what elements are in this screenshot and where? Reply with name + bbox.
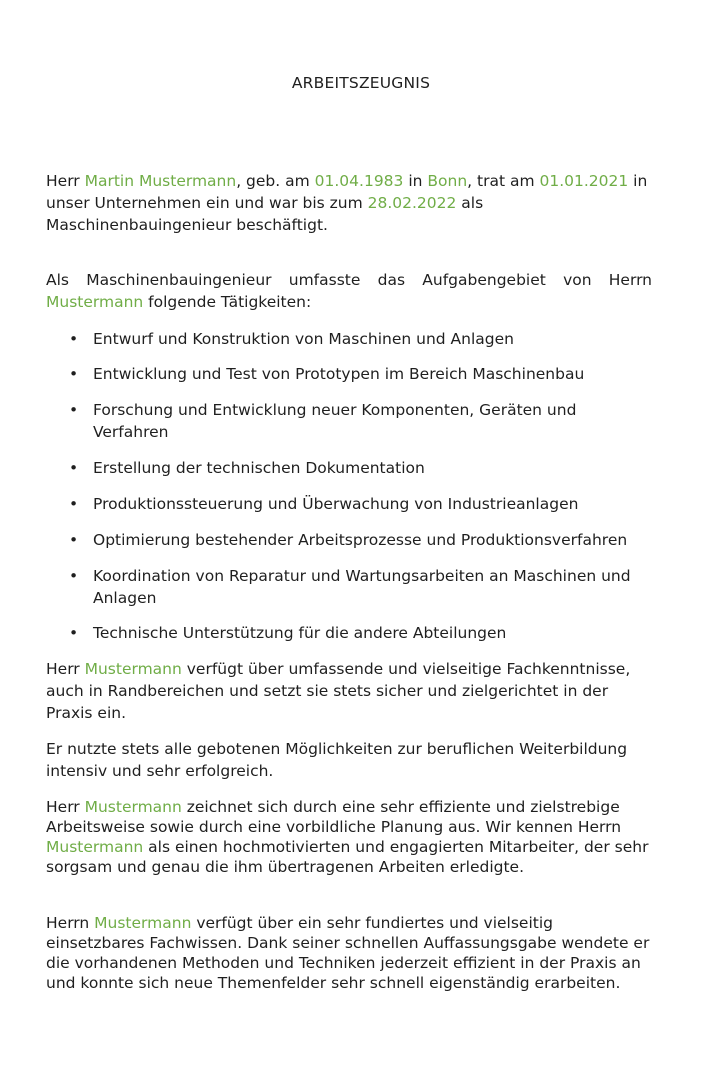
duty-text: Entwicklung und Test von Prototypen im Bereich Maschinenbau [93, 365, 585, 383]
end-date: 28.02.2022 [367, 194, 457, 212]
employee-surname: Mustermann [94, 914, 192, 932]
intro-text-1: Herr [46, 172, 85, 190]
duty-text: Forschung und Entwicklung neuer Komponenten, Geräten und Verfahren [93, 401, 577, 441]
employee-full-name: Martin Mustermann [84, 172, 237, 190]
training-paragraph: Er nutzte stets alle gebotenen Möglichkeiten zur beruflichen Weiterbildung intensiv und sehr erfolgreich. [46, 740, 628, 780]
bullet-icon: • [69, 624, 79, 642]
expertise-text-1: Herrn [46, 914, 95, 932]
start-date: 01.01.2021 [539, 172, 629, 190]
expertise-paragraph [46, 913, 652, 993]
knowledge-text-1: Herr [46, 660, 85, 678]
intro-text-4: , trat am [467, 172, 540, 190]
knowledge-paragraph [46, 658, 652, 724]
bullet-icon: • [69, 459, 79, 477]
bullet-icon: • [69, 567, 79, 585]
work-style-text-2: zeichnet sich durch eine sehr effiziente und zielstrebige Arbeitsweise sowie durch eine vorbildliche Planung aus. Wir kennen Herrn [46, 798, 622, 836]
work-style-text-1: Herr [46, 798, 85, 816]
duties-intro-text-2: folgende Tätigkeiten: [143, 293, 312, 311]
duty-text: Koordination von Reparatur und Wartungsarbeiten an Maschinen und Anlagen [93, 567, 631, 607]
bullet-icon: • [69, 531, 79, 549]
employee-surname: Mustermann [46, 838, 144, 856]
employee-surname: Mustermann [84, 660, 182, 678]
duties-intro-text-1: Als Maschinenbauingenieur umfasste das Aufgabengebiet von Herrn [46, 271, 652, 289]
duties-intro-paragraph [46, 269, 652, 313]
duty-text: Technische Unterstützung für die andere Abteilungen [93, 624, 507, 642]
intro-text-2: , geb. am [236, 172, 315, 190]
work-style-paragraph [46, 797, 652, 877]
birth-place: Bonn [427, 172, 468, 190]
intro-paragraph [46, 170, 652, 236]
expertise-text-2: verfügt über ein sehr fundiertes und vielseitig einsetzbares Fachwissen. Dank seiner schnellen Auffassungsgabe wendete er die vorhandenen Methoden und Techniken jederzeit effizient in der Praxis an und konnte sich neue Themenfelder sehr schnell eigenständig erarbeiten. [46, 914, 650, 992]
bullet-icon: • [69, 495, 79, 513]
intro-text-5: in unser Unternehmen ein und war bis zum [46, 172, 648, 212]
knowledge-text-2: verfügt über umfassende und vielseitige Fachkenntnisse, auch in Randbereichen und setzt sie stets sicher und zielgerichtet in der Praxis ein. [46, 660, 631, 722]
duty-text: Produktionssteuerung und Überwachung von Industrieanlagen [93, 495, 579, 513]
intro-text-3: in [403, 172, 428, 190]
bullet-icon: • [69, 401, 79, 419]
bullet-icon: • [69, 330, 79, 348]
employee-surname: Mustermann [84, 798, 182, 816]
document-title: ARBEITSZEUGNIS [291, 74, 431, 92]
duty-text: Optimierung bestehender Arbeitsprozesse und Produktionsverfahren [93, 531, 628, 549]
employee-surname: Mustermann [46, 293, 144, 311]
birth-date: 01.04.1983 [314, 172, 404, 190]
bullet-icon: • [69, 365, 79, 383]
work-style-text-3: als einen hochmotivierten und engagierten Mitarbeiter, der sehr sorgsam und genau die ihm übertragenen Arbeiten erledigte. [46, 838, 649, 876]
duty-text: Entwurf und Konstruktion von Maschinen und Anlagen [93, 330, 514, 348]
intro-text-6: als Maschinenbauingenieur beschäftigt. [46, 194, 484, 234]
duty-text: Erstellung der technischen Dokumentation [93, 459, 425, 477]
